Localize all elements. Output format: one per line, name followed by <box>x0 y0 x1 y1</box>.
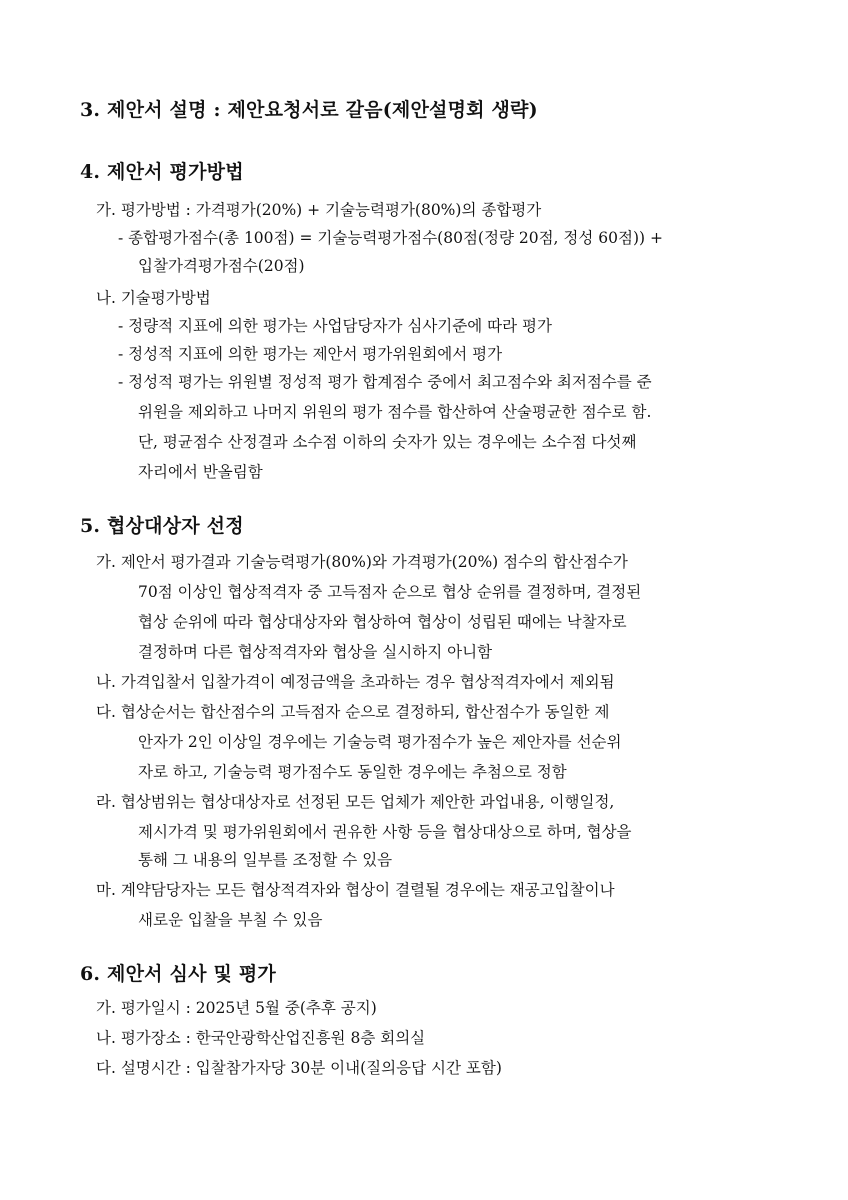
section-5-item-ma-cont-1: 새로운 입찰을 부칠 수 있음 <box>138 911 323 929</box>
section-6-item-da: 다. 설명시간 : 입찰참가자당 30분 이내(질의응답 시간 포함) <box>96 1059 502 1077</box>
section-5-item-ga-cont-1: 70점 이상인 협상적격자 중 고득점자 순으로 협상 순위를 결정하며, 결정된 <box>138 583 642 601</box>
section-6-item-na: 나. 평가장소 : 한국안광학산업진흥원 8층 회의실 <box>96 1029 426 1047</box>
section-4-item-na: 나. 기술평가방법 <box>96 289 211 307</box>
section-4-na-dash-1: - 정량적 지표에 의한 평가는 사업담당자가 심사기준에 따라 평가 <box>118 317 552 335</box>
section-4-na-dash-2: - 정성적 지표에 의한 평가는 제안서 평가위원회에서 평가 <box>118 345 503 363</box>
section-6-item-ga: 가. 평가일시 : 2025년 5월 중(추후 공지) <box>96 999 377 1017</box>
section-5-item-ra: 라. 협상범위는 협상대상자로 선정된 모든 업체가 제안한 과업내용, 이행일정, <box>96 793 615 811</box>
section-5-title: 5. 협상대상자 선정 <box>80 515 244 537</box>
section-4-ga-dash-1: - 종합평가점수(총 100점) = 기술능력평가점수(80점(정량 20점, 정성 60점)) + <box>118 229 663 247</box>
section-6-title: 6. 제안서 심사 및 평가 <box>80 963 276 985</box>
section-5-item-ga-cont-2: 협상 순위에 따라 협상대상자와 협상하여 협상이 성립된 때에는 낙찰자로 <box>138 613 627 631</box>
section-4-na-dash-3: - 정성적 평가는 위원별 정성적 평가 합계점수 중에서 최고점수와 최저점수를 준 <box>118 373 652 391</box>
section-5-item-ra-cont-2: 통해 그 내용의 일부를 조정할 수 있음 <box>138 851 393 869</box>
section-5-item-da-cont-1: 안자가 2인 이상일 경우에는 기술능력 평가점수가 높은 제안자를 선순위 <box>138 733 622 751</box>
section-5-item-na: 나. 가격입찰서 입찰가격이 예정금액을 초과하는 경우 협상적격자에서 제외됨 <box>96 673 615 691</box>
section-3-title: 3. 제안서 설명 : 제안요청서로 갈음(제안설명회 생략) <box>80 99 538 121</box>
section-5-item-da: 다. 협상순서는 합산점수의 고득점자 순으로 결정하되, 합산점수가 동일한 제 <box>96 703 610 721</box>
section-5-item-da-cont-2: 자로 하고, 기술능력 평가점수도 동일한 경우에는 추첨으로 정함 <box>138 763 567 781</box>
section-5-item-ra-cont-1: 제시가격 및 평가위원회에서 권유한 사항 등을 협상대상으로 하며, 협상을 <box>138 823 632 841</box>
section-4-title: 4. 제안서 평가방법 <box>80 161 244 183</box>
section-4-na-dash-3-cont-2: 단, 평균점수 산정결과 소수점 이하의 숫자가 있는 경우에는 소수점 다섯째 <box>138 433 637 451</box>
section-4-na-dash-3-cont-1: 위원을 제외하고 나머지 위원의 평가 점수를 합산하여 산술평균한 점수로 함. <box>138 403 652 421</box>
section-4-item-ga: 가. 평가방법 : 가격평가(20%) + 기술능력평가(80%)의 종합평가 <box>96 201 542 219</box>
section-5-item-ga: 가. 제안서 평가결과 기술능력평가(80%)와 가격평가(20%) 점수의 합산점수가 <box>96 553 628 571</box>
section-4-ga-dash-1-cont: 입찰가격평가점수(20점) <box>138 257 305 275</box>
section-5-item-ma: 마. 계약담당자는 모든 협상적격자와 협상이 결렬될 경우에는 재공고입찰이나 <box>96 881 615 899</box>
section-4-na-dash-3-cont-3: 자리에서 반올림함 <box>138 463 263 481</box>
section-5-item-ga-cont-3: 결정하며 다른 협상적격자와 협상을 실시하지 아니함 <box>138 643 493 661</box>
